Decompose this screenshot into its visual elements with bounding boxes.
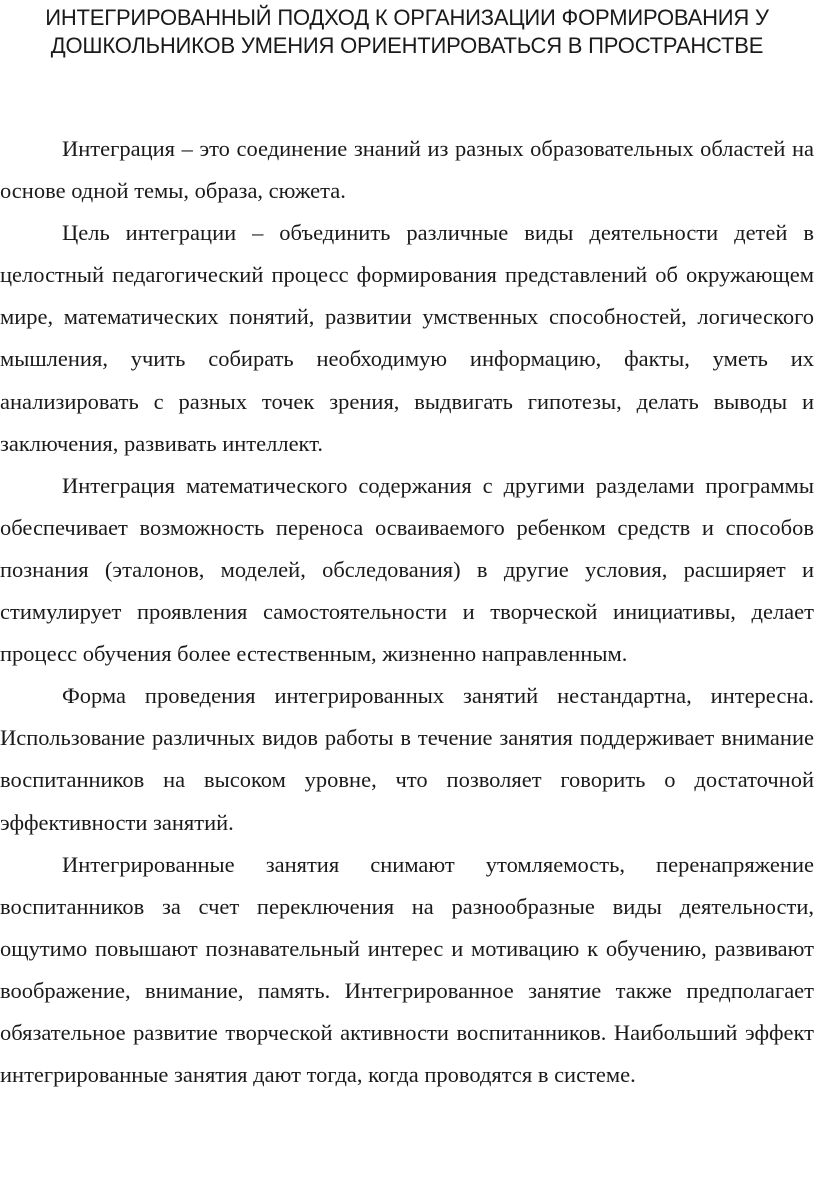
paragraph-1: Интеграция – это соединение знаний из разных образовательных областей на основе одной темы, образа, сюжета. bbox=[0, 136, 814, 204]
document-body bbox=[0, 128, 814, 1096]
paragraph-4: Форма проведения интегрированных занятий нестандартна, интересна. Использование различных видов работы в течение занятия поддерживает внимание воспитанников на высоком уровне, что позволяет говорить о достаточной эффективности занятий. bbox=[0, 683, 814, 835]
paragraph-5: Интегрированные занятия снимают утомляемость, перенапряжение воспитанников за счет переключения на разнообразные виды деятельности, ощутимо повышают познавательный интерес и мотивацию к обучению, развивают воображение, внимание, память. Интегрированное занятие также предполагает обязательное развитие творческой активности воспитанников. Наибольший эффект интегрированные занятия дают тогда, когда проводятся в системе. bbox=[0, 851, 814, 1088]
paragraph-2: Цель интеграции – объединить различные виды деятельности детей в целостный педагогический процесс формирования представлений об окружающем мире, математических понятий, развитии умственных способностей, логического мышления, учить собирать необходимую информацию, факты, уметь их анализировать с разных точек зрения, выдвигать гипотезы, делать выводы и заключения, развивать интеллект. bbox=[0, 220, 814, 456]
document-title: ИНТЕГРИРОВАННЫЙ ПОДХОД К ОРГАНИЗАЦИИ ФОРМИРОВАНИЯ У ДОШКОЛЬНИКОВ УМЕНИЯ ОРИЕНТИРОВАТЬСЯ В ПРОСТРАНСТВЕ bbox=[45, 5, 769, 58]
paragraph-3: Интеграция математического содержания с другими разделами программы обеспечивает возможность переноса осваиваемого ребенком средств и способов познания (эталонов, моделей, обследования) в другие условия, расширяет и стимулирует проявления самостоятельности и творческой инициативы, делает процесс обучения более естественным, жизненно направленным. bbox=[0, 472, 814, 667]
